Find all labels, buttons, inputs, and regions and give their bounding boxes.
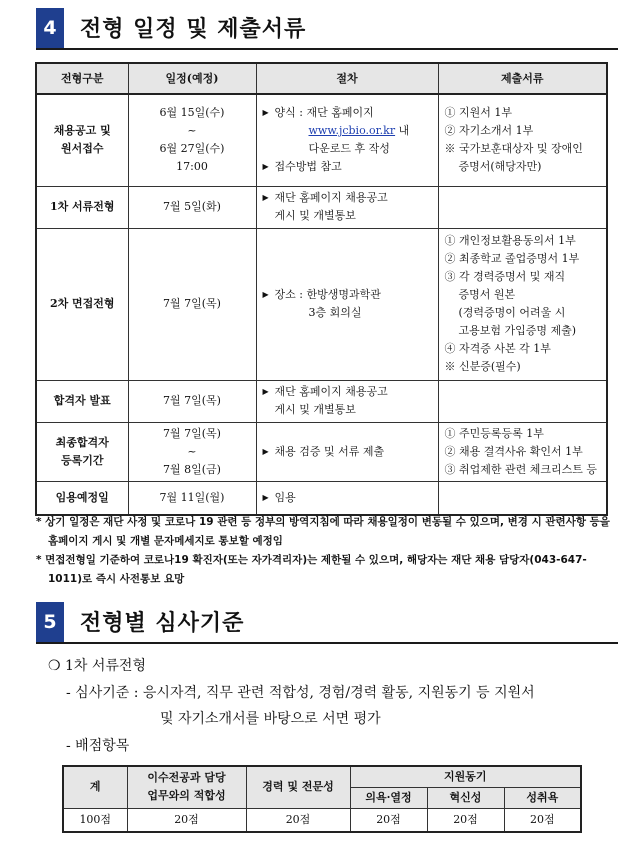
header-innovation: 혁신성 [427,787,504,808]
table-row [36,94,607,186]
date-cell: 7월 7일(목) [128,380,256,422]
score-cell: 20점 [427,808,504,832]
procedure-cell: ▶ 임용 [256,481,438,515]
table-row [36,481,607,515]
documents-cell: ① 개인정보활용동의서 1부 ② 최종학교 졸업증명서 1부 ③ 각 경력증명서 및 재직 증명서 원본 (경력증명이 어려울 시 고용보험 가입증명 제출) ④ 자격증 사본 각 1부 ※ 신분증(필수) [438,228,607,380]
schedule-table [35,62,608,516]
note-item: * 면접전형일 기준하여 코로나19 확진자(또는 자가격리자)는 제한될 수 있으며, 해당자는 재단 채용 담당자(043-647-1011)로 즉시 사전통보 요망 [36,554,587,585]
score-cell: 20점 [350,808,427,832]
stage-cell: 채용공고 및 원서접수 [36,94,128,186]
stage-cell: 1차 서류전형 [36,186,128,228]
score-cell: 100점 [63,808,127,832]
bullet-triangle-icon: ▶ [262,162,269,172]
bullet-triangle-icon: ▶ [262,492,269,502]
header-major-fit: 이수전공과 담당 업무와의 적합성 [127,766,246,808]
header-procedure: 절차 [256,63,438,94]
section-5-header [36,602,618,642]
stage-cell: 2차 면접전형 [36,228,128,380]
procedure-cell: ▶ 재단 홈페이지 채용공고 게시 및 개별통보 [256,186,438,228]
documents-cell: ① 지원서 1부 ② 자기소개서 1부 ※ 국가보훈대상자 및 장애인 증명서(해당자만) [438,94,607,186]
stage-cell: 합격자 발표 [36,380,128,422]
score-heading: - 배점항목 [66,738,130,754]
stage-heading: ❍ 1차 서류전형 [48,658,146,674]
header-achievement: 성취욕 [504,787,581,808]
section-number: 4 [36,8,64,48]
score-cell: 20점 [504,808,581,832]
documents-cell [438,380,607,422]
table-row [36,422,607,481]
header-motive: 지원동기 [350,766,581,787]
procedure-cell: ▶ 장소 : 한방생명과학관 3층 회의실 [256,228,438,380]
section-title: 전형별 심사기준 [80,611,245,636]
homepage-link[interactable]: www.jcbio.or.kr [308,124,396,138]
stage-cell: 임용예정일 [36,481,128,515]
table-row [36,228,607,380]
date-cell: 7월 7일(목) [128,228,256,380]
procedure-cell: ▶ 채용 검증 및 서류 제출 [256,422,438,481]
date-cell: 7월 5일(화) [128,186,256,228]
header-passion: 의욕·열정 [350,787,427,808]
documents-cell: ① 주민등록등록 1부 ② 채용 결격사유 확인서 1부 ③ 취업제한 관련 체크리스트 등 [438,422,607,481]
table-row [36,186,607,228]
documents-cell [438,481,607,515]
procedure-cell: ▶ 양식 : 재단 홈페이지 www.jcbio.or.kr 내 다운로드 후 작성 ▶ 접수방법 참고 [256,94,438,186]
header-stage: 전형구분 [36,63,128,94]
section-4-header [36,8,618,48]
date-cell: 7월 11일(월) [128,481,256,515]
procedure-cell: ▶ 재단 홈페이지 채용공고 게시 및 개별통보 [256,380,438,422]
stage-cell: 최종합격자 등록기간 [36,422,128,481]
date-cell: 7월 7일(목) ~ 7월 8일(금) [128,422,256,481]
bullet-triangle-icon: ▶ [262,193,269,202]
section-divider [36,642,618,644]
date-cell: 6월 15일(수) ~ 6월 27일(수) 17:00 [128,94,256,186]
section-number: 5 [36,602,64,642]
table-header-row [36,63,607,94]
table-row [63,808,581,832]
criteria-text: 응시자격, 직무 관련 적합성, 경험/경력 활동, 지원동기 등 지원서 [142,685,535,701]
bullet-triangle-icon: ▶ [262,446,269,456]
bullet-triangle-icon: ▶ [262,387,269,396]
score-cell: 20점 [246,808,350,832]
score-cell: 20점 [127,808,246,832]
header-documents: 제출서류 [438,63,607,94]
score-table [62,765,582,833]
schedule-notes [36,513,614,589]
section-divider [36,48,618,50]
header-career: 경력 및 전문성 [246,766,350,808]
documents-cell [438,186,607,228]
criteria-label: - 심사기준 : [66,685,143,701]
header-total: 계 [63,766,127,808]
criteria-text: 및 자기소개서를 바탕으로 서면 평가 [160,711,381,727]
table-header-row [63,766,581,787]
section-title: 전형 일정 및 제출서류 [80,17,307,42]
note-item: * 상기 일정은 재단 사정 및 코로나 19 관련 등 정부의 방역지침에 따라 채용일정이 변동될 수 있으며, 변경 시 관련사항 등을 홈페이지 게시 및 개별 문자메세지로 통보할 예정임 [36,516,610,547]
table-row [36,380,607,422]
criteria-block [66,682,606,730]
bullet-triangle-icon: ▶ [262,108,269,118]
bullet-triangle-icon: ▶ [262,290,269,299]
header-date: 일정(예정) [128,63,256,94]
